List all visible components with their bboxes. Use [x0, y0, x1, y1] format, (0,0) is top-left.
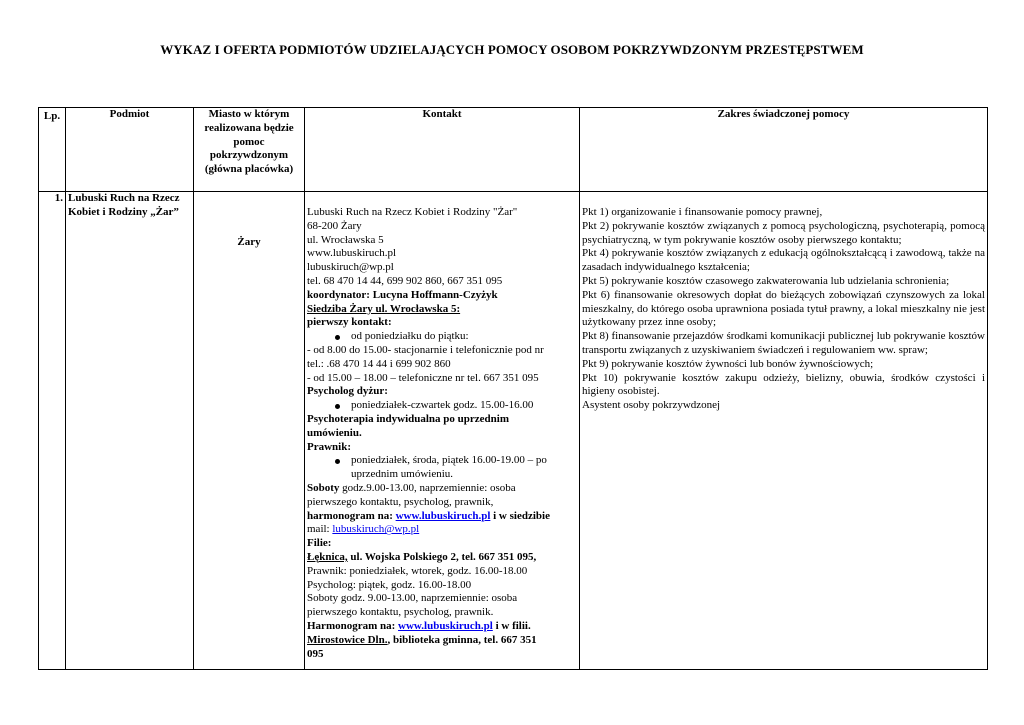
table-header-row [39, 108, 988, 192]
row-miasto: Żary [194, 192, 305, 670]
table-row [39, 192, 988, 670]
hours-line-3: - od 15.00 – 18.00 – telefoniczne nr tel. 667 351 095 [307, 371, 539, 384]
contact-coordinator: koordynator: Lucyna Hoffmann-Czyżyk [307, 288, 498, 301]
zakres-item-9: Pkt 9) pokrywanie kosztów żywności lub bonów żywnościowych; [582, 357, 874, 370]
psych-label: Psycholog dyżur: [307, 385, 388, 398]
mirostowice-rest: , biblioteka gminna, tel. 667 351 [387, 633, 537, 646]
zakres-item-1: Pkt 1) organizowanie i finansowanie pomocy prawnej, [582, 206, 823, 218]
list-item: od poniedziałku do piątku: [335, 330, 577, 344]
list-item [335, 454, 577, 482]
contact-org-name: Lubuski Ruch na Rzecz Kobiet i Rodziny "Żar" [307, 206, 518, 218]
lawyer-list [307, 454, 577, 482]
leknica-psych: Psycholog: piątek, godz. 16.00-18.00 [307, 578, 472, 591]
contact-street: ul. Wrocławska 5 [307, 233, 384, 246]
mail-line [307, 523, 577, 537]
schedule-line [307, 510, 577, 524]
hours-line-2: tel.: .68 470 14 44 i 699 902 860 [307, 357, 451, 370]
document-title: WYKAZ I OFERTA PODMIOTÓW UDZIELAJĄCYCH POMOCY OSOBOM POKRZYWDZONYM PRZESTĘPSTWEM [160, 42, 864, 57]
psych-list [307, 399, 577, 413]
saturday-label: Soboty [307, 481, 340, 494]
header-kontakt: Kontakt [305, 108, 580, 192]
mail-prefix: mail: [307, 523, 333, 536]
row-podmiot: Lubuski Ruch na Rzecz Kobiet i Rodziny „Żar” [66, 192, 194, 670]
saturday-line-2: pierwszego kontaktu, psycholog, prawnik, [307, 495, 494, 508]
lawyer-bullet-line-2: uprzednim umówieniu. [351, 468, 454, 481]
leknica-lawyer: Prawnik: poniedziałek, wtorek, godz. 16.00-18.00 [307, 564, 528, 577]
header-lp: Lp. [39, 108, 66, 192]
lawyer-label: Prawnik: [307, 440, 351, 453]
zakres-item-4: Pkt 4) pokrywanie kosztów związanych z edukacją ogólnokształcącą i zawodową, także na zasadach indywidualnego kształcenia; [582, 247, 985, 274]
lawyer-bullet-line-1: poniedziałek, środa, piątek 16.00-19.00 – po [351, 454, 547, 467]
zakres-item-6: Pkt 6) finansowanie okresowych dopłat do bieżących zobowiązań czynszowych za lokal mieszkalny, do którego osoba uprawniona posiada tytuł prawny, a lokal mieszkalny nie jest użytkowany przez inne osoby; [582, 288, 985, 329]
assistance-table [38, 107, 988, 670]
leknica-line [307, 551, 577, 565]
header-miasto: Miasto w którym realizowana będzie pomoc pokrzywdzonym (główna placówka) [194, 108, 305, 192]
therapy-line-1: Psychoterapia indywidualna po uprzednim [307, 412, 510, 425]
contact-phones: tel. 68 470 14 44, 699 902 860, 667 351 095 [307, 274, 503, 287]
row-kontakt [305, 192, 580, 670]
header-zakres: Zakres świadczonej pomocy [580, 108, 988, 192]
saturday-line-1 [307, 482, 577, 496]
first-contact-label: pierwszy kontakt: [307, 316, 392, 329]
schedule2-label: Harmonogram na: [307, 619, 399, 632]
branches-label: Filie: [307, 537, 332, 550]
therapy-line-2: umówieniu. [307, 426, 362, 439]
schedule-label: harmonogram na: [307, 509, 396, 522]
hours-line-1: - od 8.00 do 15.00- stacjonarnie i telefonicznie pod nr [307, 343, 544, 356]
schedule2-line [307, 620, 577, 634]
schedule2-suffix: i w filii. [492, 619, 531, 632]
zakres-item-8: Pkt 8) finansowanie przejazdów środkami komunikacji publicznej lub pokrywanie kosztów transportu związanych z uzyskiwaniem świadczeń i regulowaniem ww. spraw; [582, 330, 985, 356]
schedule-suffix: i w siedzibie [490, 509, 550, 522]
list-item: poniedziałek-czwartek godz. 15.00-16.00 [335, 399, 577, 413]
mirostowice-tail: 095 [307, 647, 324, 660]
row-lp: 1. [39, 192, 66, 670]
header-podmiot: Podmiot [66, 108, 194, 192]
mirostowice-name: Mirostowice Dln. [307, 633, 388, 646]
zakres-item-2: Pkt 2) pokrywanie kosztów związanych z pomocą psychologiczną, psychoterapią, pomocą psychiatryczną, w tym pokrywanie kosztów osoby pierwszego kontaktu; [582, 219, 985, 246]
contact-postal: 68-200 Żary [307, 219, 362, 232]
zakres-item-5: Pkt 5) pokrywanie kosztów czasowego zakwaterowania lub udzielania schronienia; [582, 274, 950, 287]
schedule2-link[interactable]: www.lubuskiruch.pl [398, 619, 493, 632]
leknica-saturday-2: pierwszego kontaktu, psycholog, prawnik. [307, 606, 494, 619]
contact-seat: Siedziba Żary ul. Wrocławska 5: [307, 302, 461, 315]
mail-link[interactable]: lubuskiruch@wp.pl [332, 523, 420, 536]
leknica-address: ul. Wojska Polskiego 2, tel. 667 351 095, [347, 550, 537, 563]
contact-email: lubuskiruch@wp.pl [307, 261, 394, 274]
leknica-name: Łęknica, [307, 550, 348, 563]
row-zakres [580, 192, 988, 670]
zakres-item-asystent: Asystent osoby pokrzywdzonej [582, 399, 721, 412]
mirostowice-line [307, 634, 577, 648]
schedule-link[interactable]: www.lubuskiruch.pl [395, 509, 491, 522]
first-contact-list [307, 330, 577, 344]
contact-www: www.lubuskiruch.pl [307, 247, 397, 260]
zakres-item-10: Pkt 10) pokrywanie kosztów zakupu odzieży, bielizny, obuwia, środków czystości i higieny osobistej. [582, 371, 985, 398]
leknica-saturday-1: Soboty godz. 9.00-13.00, naprzemiennie: osoba [307, 592, 518, 605]
saturday-hours: godz.9.00-13.00, naprzemiennie: osoba [339, 481, 516, 494]
